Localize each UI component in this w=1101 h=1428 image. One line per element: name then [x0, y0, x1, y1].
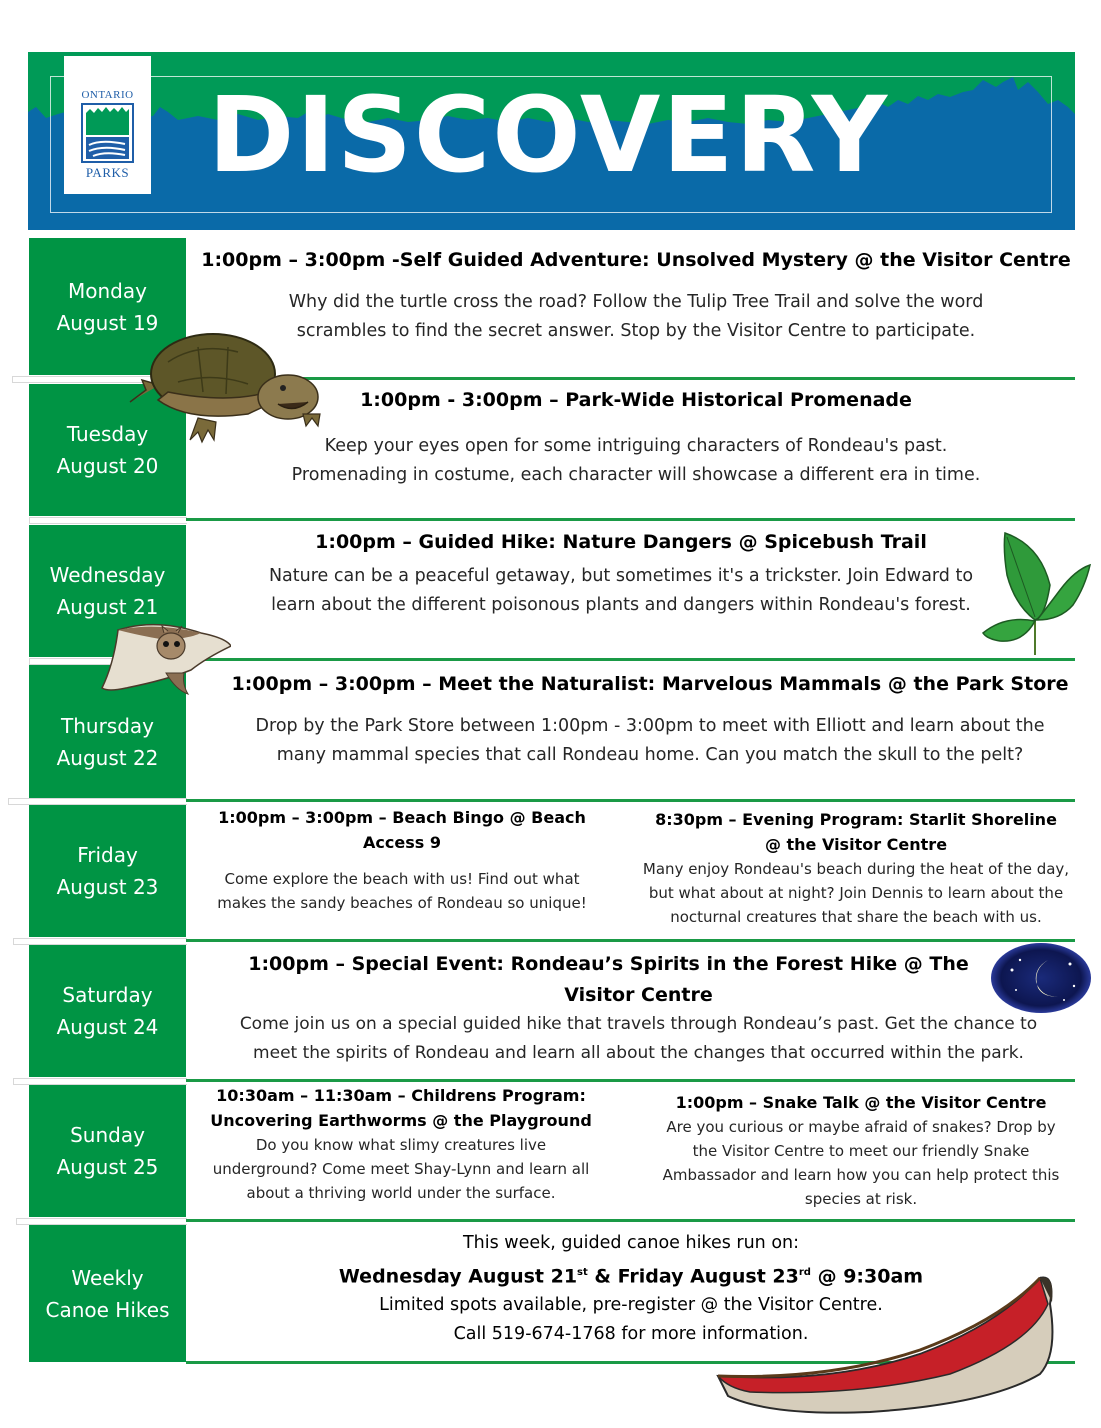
day-date: August 21	[56, 595, 159, 619]
event-desc-line: Drop by the Park Store between 1:00pm - 3:00pm to meet with Elliott and learn about the	[255, 716, 1045, 736]
event-saturday	[186, 948, 1091, 1068]
row-rule	[186, 799, 1075, 802]
event-title: Access 9	[363, 833, 441, 852]
event-title: 1:00pm – 3:00pm – Beach Bingo @ Beach	[218, 808, 586, 827]
row-rule	[186, 658, 1075, 661]
event-desc-line: many mammal species that call Rondeau home. Can you match the skull to the pelt?	[276, 745, 1024, 765]
event-title: @ the Visitor Centre	[764, 835, 948, 854]
event-title: 1:00pm – Guided Hike: Nature Dangers @ Spicebush Trail	[315, 531, 927, 553]
poison-ivy-illustration	[975, 525, 1095, 660]
event-friday-beach-bingo	[192, 805, 612, 915]
logo-text-parks: PARKS	[85, 165, 130, 180]
event-title: 10:30am – 11:30am – Childrens Program:	[216, 1086, 586, 1105]
discovery-banner	[28, 52, 1075, 230]
event-desc-line: about a thriving world under the surface.	[246, 1184, 556, 1202]
day-date: August 23	[56, 875, 159, 899]
row-divider	[16, 1218, 187, 1225]
day-name: Monday	[68, 278, 147, 303]
day-date: Canoe Hikes	[45, 1297, 170, 1322]
event-desc-line: Promenading in costume, each character will showcase a different era in time.	[291, 465, 981, 485]
day-label-sunday	[29, 1085, 186, 1217]
event-desc-line: Keep your eyes open for some intriguing characters of Rondeau's past.	[324, 436, 948, 456]
event-desc-line: scrambles to find the secret answer. Stop by the Visitor Centre to participate.	[296, 321, 976, 341]
canoe-illustration	[710, 1274, 1060, 1416]
logo-text-ontario: ONTARIO	[81, 89, 134, 101]
canoe-phone: Call 519-674-1768 for more information.	[453, 1324, 809, 1345]
event-desc-line: Why did the turtle cross the road? Follow the Tulip Tree Trail and solve the word	[288, 292, 984, 312]
canoe-intro: This week, guided canoe hikes run on:	[462, 1233, 800, 1253]
event-title: 1:00pm – Special Event: Rondeau’s Spirits in the Forest Hike @ The	[248, 953, 969, 975]
event-thursday	[210, 670, 1090, 770]
day-name: Saturday	[62, 983, 153, 1007]
canoe-dates: Wednesday August 21st & Friday August 23rd @ 9:30am	[338, 1265, 924, 1288]
event-desc-line: Come explore the beach with us! Find out what	[224, 870, 580, 888]
row-rule	[186, 518, 1075, 521]
event-sunday-snake-talk	[626, 1090, 1096, 1211]
event-title: Visitor Centre	[564, 984, 713, 1006]
event-desc-line: Come join us on a special guided hike that travels through Rondeau’s past. Get the chance to	[239, 1014, 1038, 1034]
canoe-register: Limited spots available, pre-register @ the Visitor Centre.	[379, 1295, 883, 1316]
turtle-illustration	[128, 322, 324, 446]
day-name: Friday	[77, 843, 138, 867]
event-desc-line: species at risk.	[804, 1190, 918, 1208]
event-title: 8:30pm – Evening Program: Starlit Shoreline	[655, 810, 1057, 829]
event-desc-line: makes the sandy beaches of Rondeau so unique!	[217, 894, 587, 912]
event-desc-line: Ambassador and learn how you can help protect this	[662, 1166, 1060, 1184]
row-divider	[13, 1078, 187, 1085]
event-desc-line: Do you know what slimy creatures live	[255, 1136, 547, 1154]
day-date: August 19	[56, 310, 159, 335]
event-desc-line: meet the spirits of Rondeau and learn all about the changes that occurred within the park.	[253, 1043, 1024, 1063]
day-label-saturday	[29, 945, 186, 1077]
row-rule	[186, 939, 1075, 942]
day-date: August 22	[56, 745, 159, 770]
day-date: August 24	[56, 1015, 159, 1039]
day-label-friday	[29, 805, 186, 937]
row-rule	[186, 1219, 1075, 1222]
event-desc-line: nocturnal creatures that share the beach with us.	[670, 908, 1042, 926]
event-desc-line: underground? Come meet Shay-Lynn and learn all	[212, 1160, 590, 1178]
day-name: Thursday	[61, 713, 154, 738]
row-divider	[13, 938, 187, 945]
night-moon-icon	[990, 942, 1092, 1014]
day-name: Tuesday	[66, 422, 149, 446]
day-name: Wednesday	[49, 563, 166, 587]
event-desc-line: Nature can be a peaceful getaway, but sometimes it's a trickster. Join Edward to	[268, 566, 974, 586]
event-wednesday	[186, 528, 1056, 620]
day-date: August 25	[56, 1155, 159, 1179]
row-divider	[29, 517, 187, 524]
event-sunday-earthworms	[186, 1083, 616, 1205]
event-desc-line: the Visitor Centre to meet our friendly Snake	[692, 1142, 1030, 1160]
event-desc-line: Many enjoy Rondeau's beach during the heat of the day,	[642, 860, 1070, 878]
page-title: DISCOVERY	[208, 74, 890, 196]
day-date: August 20	[56, 454, 159, 478]
event-desc-line: learn about the different poisonous plants and dangers within Rondeau's forest.	[271, 595, 971, 615]
day-label-weekly-canoe	[29, 1225, 186, 1362]
ontario-parks-logo	[64, 56, 151, 194]
event-desc-line: but what about at night? Join Dennis to learn about the	[648, 884, 1064, 902]
logo-landscape-icon	[81, 103, 134, 163]
day-name: Sunday	[70, 1123, 145, 1147]
event-desc-line: Are you curious or maybe afraid of snakes? Drop by	[666, 1118, 1056, 1136]
event-title: 1:00pm – 3:00pm -Self Guided Adventure: Unsolved Mystery @ the Visitor Centre	[201, 249, 1071, 271]
row-divider	[8, 798, 187, 805]
row-rule	[186, 1079, 1075, 1082]
event-title: Uncovering Earthworms @ the Playground	[210, 1111, 592, 1130]
event-title: 1:00pm – Snake Talk @ the Visitor Centre	[675, 1093, 1047, 1112]
event-title: 1:00pm – 3:00pm – Meet the Naturalist: Marvelous Mammals @ the Park Store	[231, 673, 1069, 695]
day-name: Weekly	[71, 1265, 144, 1290]
flying-squirrel-illustration	[96, 618, 231, 696]
event-title: 1:00pm - 3:00pm – Park-Wide Historical Promenade	[360, 389, 912, 411]
event-friday-starlit-shoreline	[616, 807, 1096, 929]
